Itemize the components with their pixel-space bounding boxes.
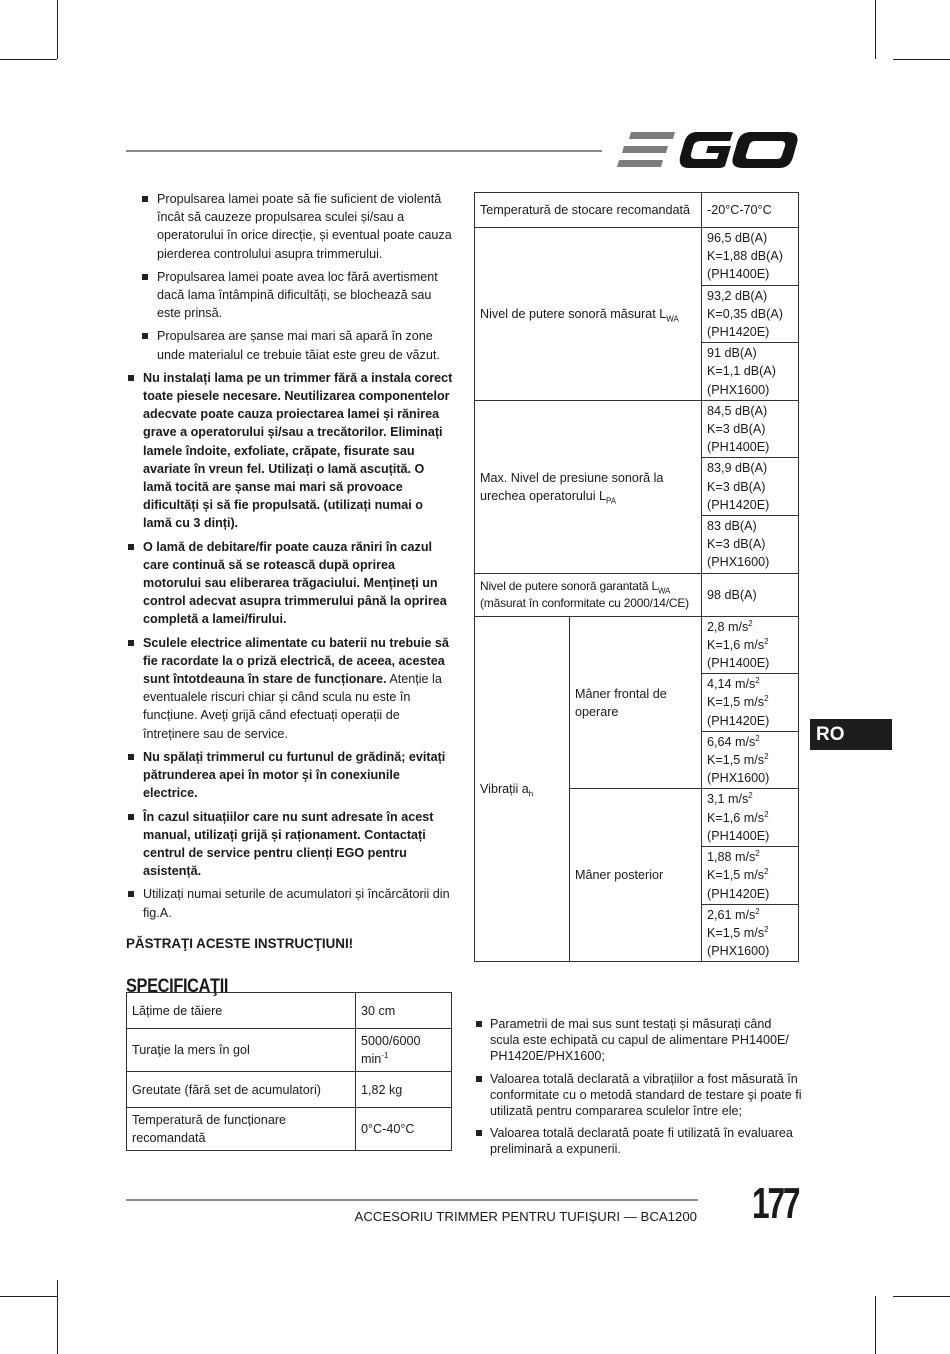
spec-value-text: 5000/6000 min <box>361 1034 421 1066</box>
list-item: În cazul situațiilor care nu sunt adresate în acest manual, utilizați grijă și raționament. Contactați centrul de service pentru clienți EGO pentru asistență. <box>126 808 454 881</box>
footer-title: ACCESORIU TRIMMER PENTRU TUFIȘURI — BCA1200 <box>354 1209 697 1224</box>
vibration-value: 4,14 m/s <box>707 677 756 692</box>
spec-value: 30 cm <box>356 993 452 1029</box>
measurement-cell <box>702 285 799 343</box>
value-line: 83 dB(A) <box>707 519 757 534</box>
warning-bold: Sculele electrice alimentate cu baterii nu trebuie să fie racordate la o priză electrică, de aceea, acestea sunt întotdeauna în stare de funcționare. <box>143 635 449 687</box>
guaranteed-power-note: (măsurat în conformitate cu 2000/14/CE) <box>480 595 689 610</box>
sound-power-subscript: WA <box>666 314 679 324</box>
list-item: O lamă de debitare/fir poate cauza răniri în cazul care continuă să se rotească după oprirea motorului sau eliberarea trăgaciului. Mențineți un control adecvat asupra trimmerului până la oprirea completă a lamei/firului. <box>126 538 454 629</box>
kickback-sub-list <box>140 190 454 364</box>
measurement-cell <box>702 789 799 847</box>
list-item: Valoarea totală declarată poate fi utilizată în evaluarea preliminară a expunerii. <box>474 1125 804 1157</box>
uncertainty-line: K=3 dB(A) <box>707 422 766 437</box>
value-line: 91 dB(A) <box>707 346 757 361</box>
list-item <box>126 634 454 743</box>
sound-power-text: Nivel de putere sonoră măsurat L <box>480 306 667 321</box>
vibration-value: 2,61 m/s <box>707 907 756 922</box>
exponent: 2 <box>755 848 760 858</box>
exponent: 2 <box>755 676 760 686</box>
table-row <box>127 1029 452 1072</box>
model-line: (PHX1600) <box>707 555 770 570</box>
crop-mark <box>0 59 57 60</box>
value-line <box>707 618 793 636</box>
value-line <box>707 906 793 924</box>
model-line: (PH1400E) <box>707 828 770 843</box>
uncertainty-line <box>707 866 793 884</box>
exponent: 2 <box>764 867 769 877</box>
page-number: 177 <box>752 1179 799 1228</box>
sound-pressure-label <box>475 400 702 573</box>
value-line: 96,5 dB(A) <box>707 231 768 245</box>
uncertainty-line <box>707 924 793 942</box>
front-handle-label: Mâner frontal de operare <box>570 616 702 789</box>
noise-vibration-table <box>474 192 799 962</box>
specifications-heading: SPECIFICAŢII <box>126 975 229 997</box>
measurement-cell <box>702 904 799 962</box>
storage-temp-label: Temperatură de stocare recomandată <box>475 193 702 228</box>
uncertainty-value: K=1,6 m/s <box>707 810 765 825</box>
crop-mark <box>57 0 58 59</box>
exponent: 2 <box>764 636 769 646</box>
model-line: (PH1420E) <box>707 886 770 901</box>
exponent: 2 <box>764 694 769 704</box>
model-line: (PHX1600) <box>707 771 770 786</box>
vibration-value: 1,88 m/s <box>707 850 756 865</box>
table-row <box>475 616 799 674</box>
footer-rule <box>126 1199 698 1201</box>
uncertainty-line: K=1,1 dB(A) <box>707 364 776 379</box>
measurement-cell <box>702 458 799 516</box>
list-item: Propulsarea are șanse mai mari să apară în zone unde materialul ce trebuie tăiat este greu de văzut. <box>140 327 454 363</box>
spec-value <box>356 1029 452 1072</box>
value-line <box>707 733 793 751</box>
uncertainty-line <box>707 693 793 711</box>
storage-temp-value: -20°C-70°C <box>702 193 799 228</box>
model-line: (PH1420E) <box>707 713 770 728</box>
measurement-notes <box>474 1016 804 1164</box>
uncertainty-line <box>707 636 793 654</box>
exponent: 2 <box>748 791 753 801</box>
warning-normal: Atenție la eventualele riscuri chiar și când scula nu este în funcțiune. Aveți grijă când efectuați operații de întreținere sau de service. <box>143 672 442 741</box>
list-item: Propulsarea lamei poate avea loc fără avertisment dacă lama întâmpină dificultăți, se blochează sau este prinsă. <box>140 268 454 323</box>
exponent: 2 <box>755 906 760 916</box>
save-instructions-heading: PĂSTRAŢI ACESTE INSTRUCŢIUNI! <box>126 935 354 951</box>
guaranteed-power-value: 98 dB(A) <box>702 573 799 616</box>
table-row <box>475 228 799 286</box>
measurement-cell <box>702 516 799 574</box>
guaranteed-power-text: Nivel de putere sonoră garantată L <box>480 578 658 593</box>
spec-value: 1,82 kg <box>356 1072 452 1108</box>
measurement-cell <box>702 228 799 286</box>
measurement-cell <box>702 616 799 674</box>
sound-power-label <box>475 228 702 401</box>
model-line: (PH1400E) <box>707 267 770 282</box>
table-row <box>475 193 799 228</box>
uncertainty-value: K=1,6 m/s <box>707 637 765 652</box>
vibration-value: 2,8 m/s <box>707 619 749 634</box>
sound-pressure-text: Max. Nivel de presiune sonoră la urechea operatorului L <box>480 470 664 503</box>
uncertainty-value: K=1,5 m/s <box>707 925 765 940</box>
vibration-value: 3,1 m/s <box>707 792 749 807</box>
exponent: 2 <box>764 751 769 761</box>
spec-label: Temperatură de funcționare recomandată <box>127 1108 356 1151</box>
table-row <box>127 993 452 1029</box>
spec-value: 0°C-40°C <box>356 1108 452 1151</box>
uncertainty-line: K=1,88 dB(A) <box>707 249 783 264</box>
value-line <box>707 790 793 808</box>
model-line: (PHX1600) <box>707 944 770 959</box>
measurement-cell <box>702 343 799 401</box>
crop-mark <box>0 1296 57 1297</box>
measurement-cell <box>702 847 799 905</box>
table-row <box>127 1072 452 1108</box>
spec-label: Lățime de tăiere <box>127 993 356 1029</box>
uncertainty-value: K=1,5 m/s <box>707 753 765 768</box>
exponent: 2 <box>755 733 760 743</box>
crop-mark <box>893 59 950 60</box>
model-line: (PH1420E) <box>707 325 770 340</box>
uncertainty-line: K=3 dB(A) <box>707 537 766 552</box>
safety-instructions <box>126 190 454 999</box>
measurement-cell <box>702 674 799 732</box>
model-line: (PH1400E) <box>707 656 770 671</box>
header-rule <box>126 150 602 152</box>
table-row <box>475 400 799 458</box>
spec-label: Greutate (fără set de acumulatori) <box>127 1072 356 1108</box>
sound-pressure-subscript: PA <box>606 496 617 506</box>
guaranteed-power-subscript: WA <box>658 586 671 596</box>
list-item: Propulsarea lamei poate să fie suficient de violentă încât să cauzeze propulsarea sculei și/sau a operatorului în orice direcție, și eventual poate cauza pierderea controlului asupra trimmerului. <box>140 190 454 263</box>
model-line: (PHX1600) <box>707 382 770 397</box>
model-line: (PH1420E) <box>707 497 770 512</box>
guaranteed-power-label <box>475 573 702 616</box>
crop-mark <box>893 1296 950 1297</box>
table-row <box>475 573 799 616</box>
language-tab: RO <box>810 719 892 750</box>
uncertainty-line: K=0,35 dB(A) <box>707 306 783 321</box>
vibration-subscript: h <box>528 789 534 799</box>
uncertainty-line <box>707 751 793 769</box>
list-item: Utilizați numai seturile de acumulatori și încărcătorii din fig.A. <box>126 885 454 921</box>
value-line <box>707 675 793 693</box>
crop-mark <box>57 1280 58 1354</box>
crop-mark <box>875 0 876 59</box>
ego-logo <box>617 130 799 170</box>
uncertainty-line: K=3 dB(A) <box>707 479 766 494</box>
vibration-text: Vibrații a <box>480 781 529 796</box>
list-item: Nu spălați trimmerul cu furtunul de grădină; evitați pătrunderea apei în motor și în conexiunile electrice. <box>126 748 454 803</box>
list-item: Valoarea totală declarată a vibrațiilor a fost măsurată în conformitate cu o metodă standard de testare şi poate fi utilizată pentru compararea sculelor între ele; <box>474 1071 804 1120</box>
exponent: 2 <box>764 809 769 819</box>
exponent: 2 <box>764 924 769 934</box>
measurement-cell <box>702 731 799 789</box>
uncertainty-line <box>707 809 793 827</box>
uncertainty-value: K=1,5 m/s <box>707 695 765 710</box>
vibration-label <box>475 616 570 962</box>
vibration-value: 6,64 m/s <box>707 734 756 749</box>
spec-label: Turaţie la mers în gol <box>127 1029 356 1072</box>
exponent: 2 <box>748 618 753 628</box>
model-line: (PH1400E) <box>707 440 770 455</box>
list-item: Nu instalați lama pe un trimmer fără a instala corect toate piesele necesare. Neutilizarea componentelor adecvate poate cauza proiectarea lamei și rănirea grave a operatorului și/sau a trecătorilor. Eliminați lamele îndoite, exfoliate, crăpate, fisurate sau avariate în vreun fel. Utilizați o lamă ascuțită. O lamă tocită are șanse mai mari să provoace dificultăți și să fie propulsată. (utilizați numai o lamă cu 3 dinți). <box>126 369 454 533</box>
specifications-table <box>126 992 452 1151</box>
table-row <box>127 1108 452 1151</box>
list-item: Parametrii de mai sus sunt testați și măsurați când scula este echipată cu capul de alimentare PH1400E/ PH1420E/PHX1600; <box>474 1016 804 1065</box>
crop-mark <box>875 1296 876 1354</box>
rear-handle-label: Mâner posterior <box>570 789 702 962</box>
warnings-list <box>126 369 454 922</box>
measurement-cell <box>702 400 799 458</box>
value-line: 83,9 dB(A) <box>707 461 768 476</box>
value-line: 93,2 dB(A) <box>707 288 768 303</box>
uncertainty-value: K=1,5 m/s <box>707 868 765 883</box>
value-line <box>707 848 793 866</box>
value-line: 84,5 dB(A) <box>707 403 768 418</box>
spec-value-exponent: -1 <box>381 1050 389 1060</box>
